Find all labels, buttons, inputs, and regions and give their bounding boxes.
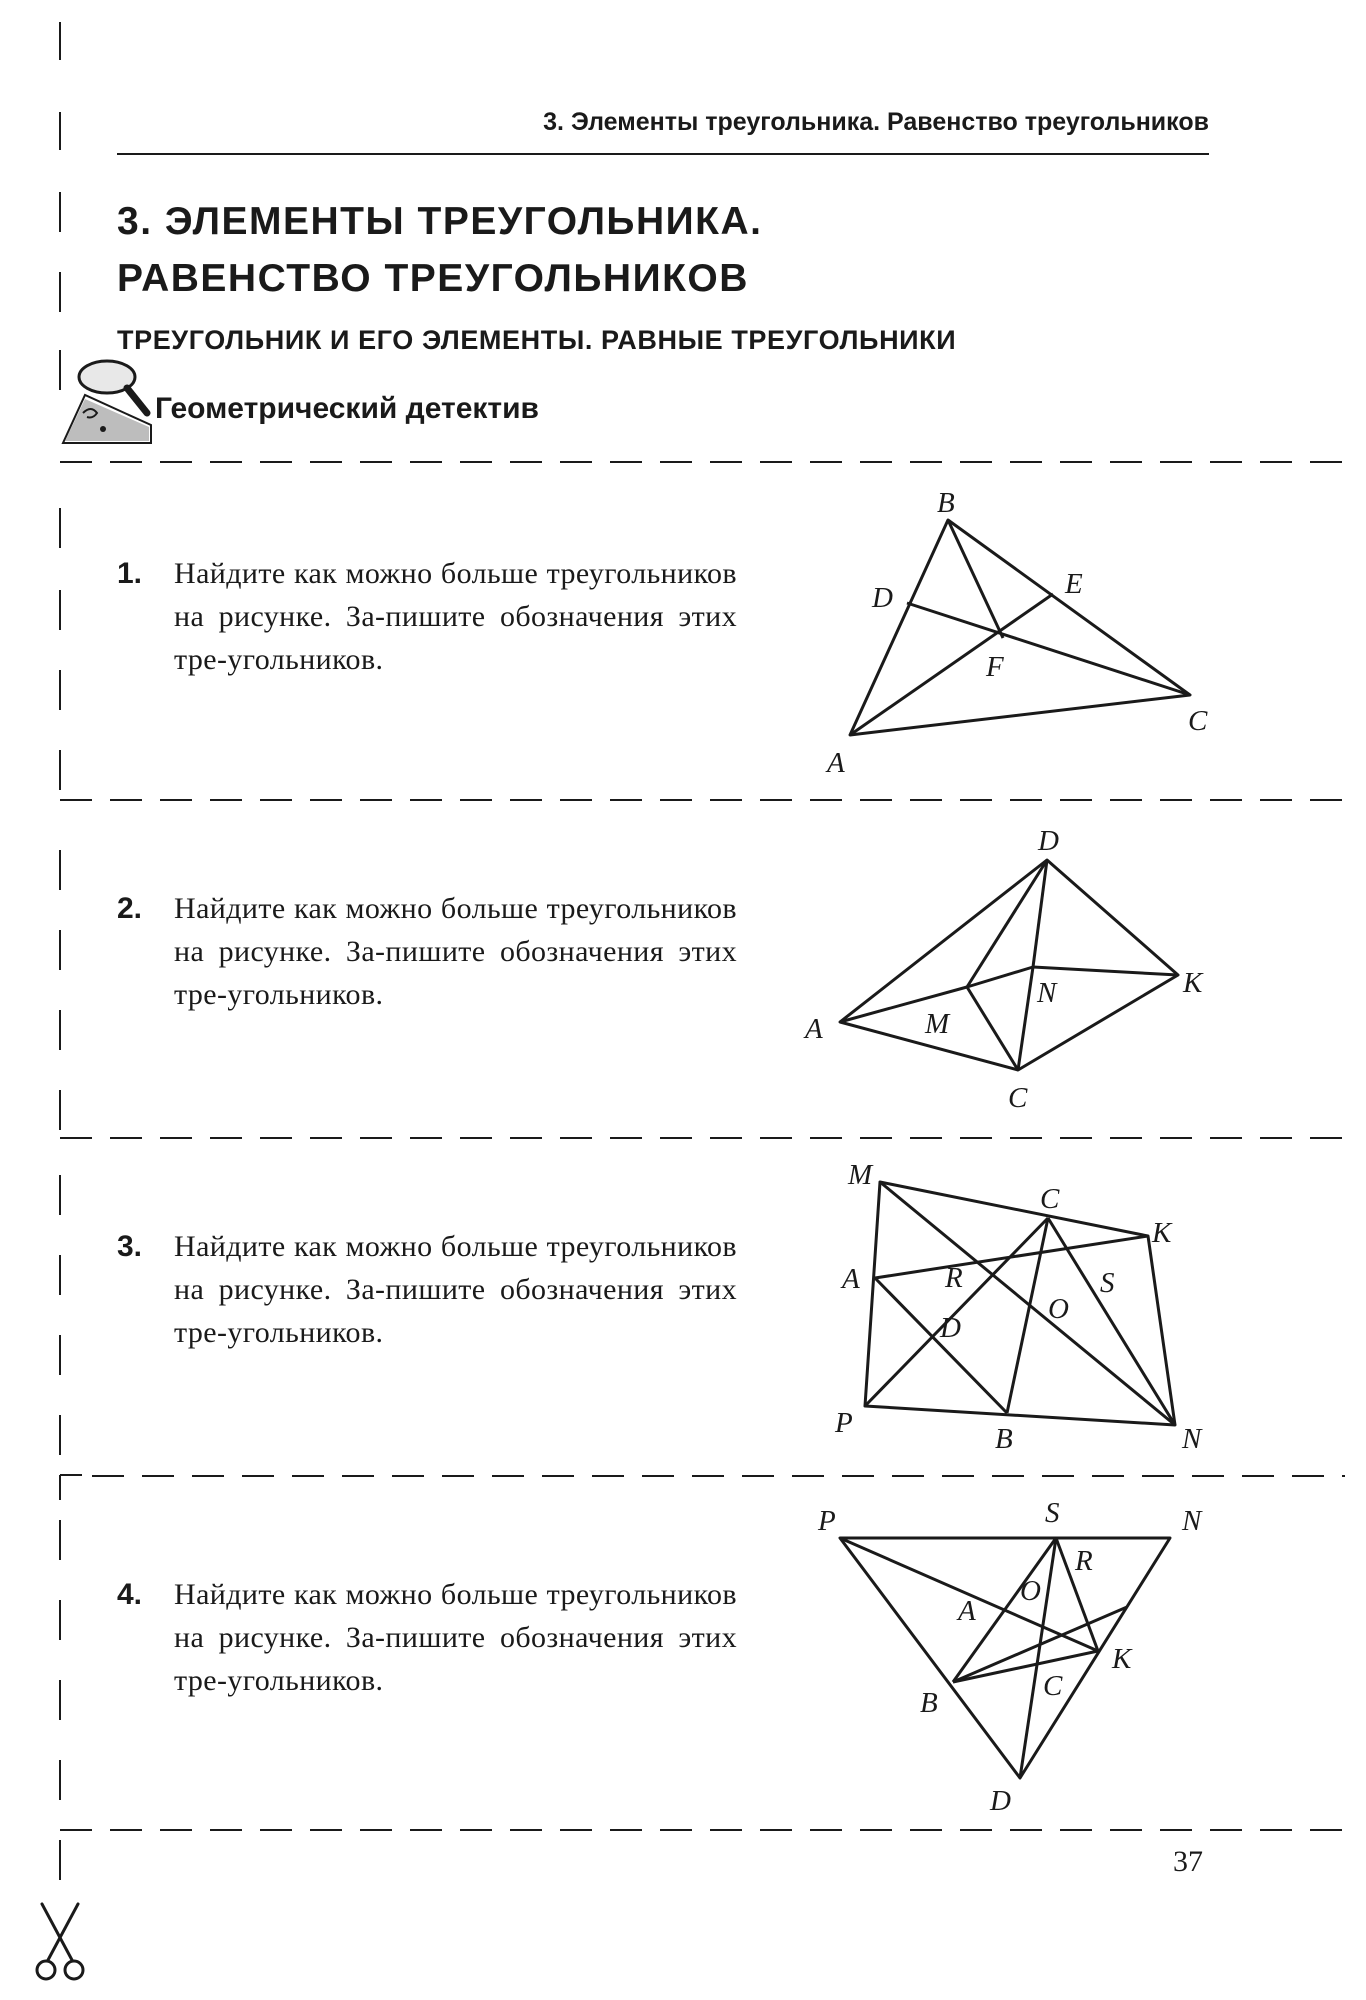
label-R: R [1075, 1545, 1093, 1577]
label-K: K [1112, 1643, 1132, 1675]
figure-2 [800, 820, 1240, 1120]
section-label: Геометрический детектив [155, 392, 539, 425]
task-number: 3. [117, 1230, 143, 1263]
label-P: P [835, 1407, 853, 1439]
label-O: O [1048, 1293, 1069, 1325]
label-C: C [1040, 1183, 1060, 1215]
label-N: N [1182, 1423, 1202, 1455]
label-B: B [920, 1687, 938, 1719]
label-S: S [1100, 1267, 1115, 1299]
label-D: D [940, 1312, 961, 1344]
chapter-title-line1: 3. ЭЛЕМЕНТЫ ТРЕУГОЛЬНИКА. [117, 200, 763, 243]
task-number: 1. [117, 557, 143, 590]
label-P: P [818, 1505, 836, 1537]
label-E: E [1065, 568, 1083, 600]
label-D: D [990, 1785, 1011, 1817]
task-text: Найдите как можно больше треугольников на рисунке. За-пишите обозначения этих тре-угольников. [174, 1578, 737, 1697]
label-B: B [995, 1423, 1013, 1455]
task-text: Найдите как можно больше треугольников на рисунке. За-пишите обозначения этих тре-угольников. [174, 892, 737, 1011]
label-B: B [937, 487, 955, 519]
label-N: N [1182, 1505, 1202, 1537]
label-M: M [925, 1008, 950, 1040]
figure-3 [800, 1150, 1240, 1470]
label-A: A [827, 747, 845, 779]
label-K: K [1152, 1217, 1172, 1249]
running-header: 3. Элементы треугольника. Равенство треугольников [543, 108, 1209, 136]
label-F: F [986, 651, 1004, 683]
task-number: 4. [117, 1578, 143, 1611]
figure-4 [800, 1490, 1240, 1820]
page-number: 37 [1173, 1845, 1203, 1878]
label-C: C [1043, 1670, 1063, 1702]
label-A: A [958, 1595, 976, 1627]
label-C: C [1008, 1082, 1028, 1114]
label-K: K [1183, 967, 1203, 999]
header-rule [117, 153, 1209, 155]
label-D: D [872, 582, 893, 614]
figure-1 [800, 480, 1240, 780]
label-C: C [1188, 705, 1208, 737]
section-subtitle: ТРЕУГОЛЬНИК И ЕГО ЭЛЕМЕНТЫ. РАВНЫЕ ТРЕУГОЛЬНИКИ [117, 325, 957, 355]
label-M: M [848, 1159, 873, 1191]
chapter-title-line2: РАВЕНСТВО ТРЕУГОЛЬНИКОВ [117, 257, 749, 300]
label-O: O [1020, 1575, 1041, 1607]
chapter-title [117, 193, 762, 307]
label-N: N [1037, 977, 1057, 1009]
label-D: D [1038, 825, 1059, 857]
task-text: Найдите как можно больше треугольников на рисунке. За-пишите обозначения этих тре-угольников. [174, 557, 737, 676]
label-S: S [1045, 1497, 1060, 1529]
magnifier-icon [55, 355, 155, 445]
label-A: A [842, 1263, 860, 1295]
label-A: A [805, 1013, 823, 1045]
task-number: 2. [117, 892, 143, 925]
scissors-icon [34, 1900, 86, 1985]
task-text: Найдите как можно больше треугольников на рисунке. За-пишите обозначения этих тре-угольников. [174, 1230, 737, 1349]
label-R: R [945, 1262, 963, 1294]
